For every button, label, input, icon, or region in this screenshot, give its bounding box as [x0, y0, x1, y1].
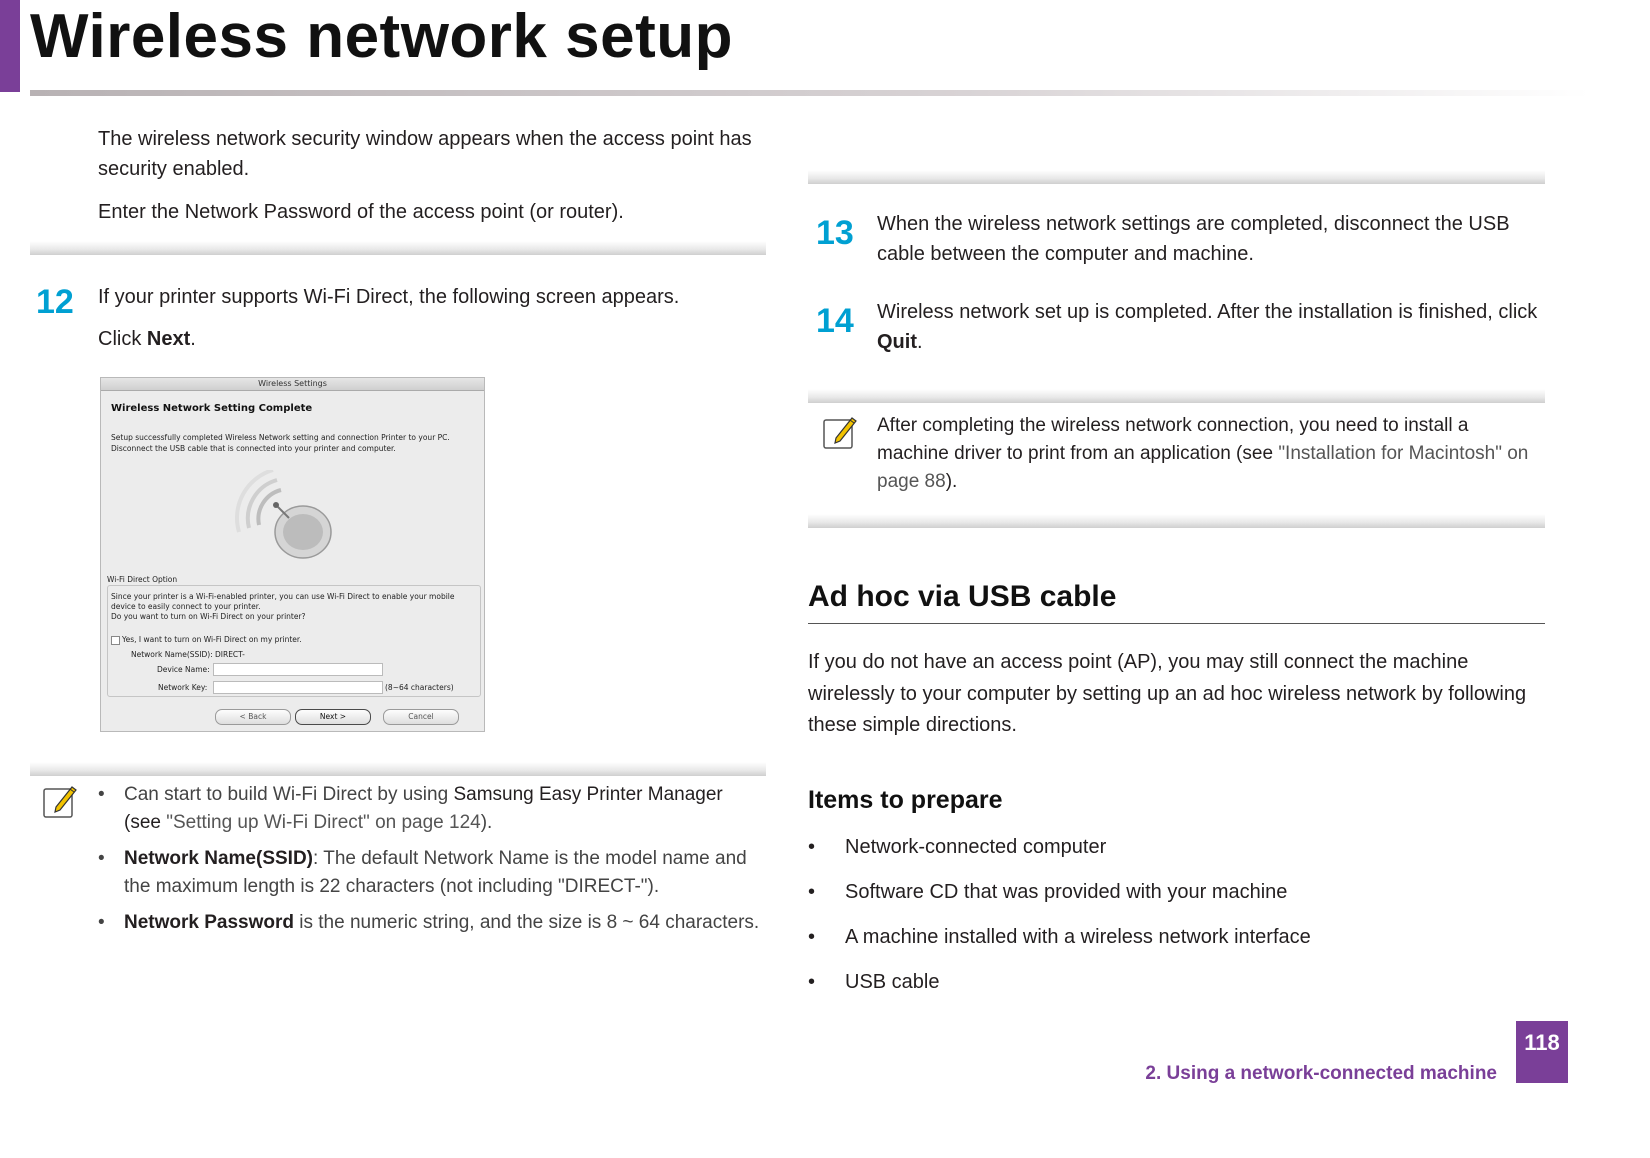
page-title: Wireless network setup: [30, 2, 733, 71]
wifi-direct-option-label: Wi-Fi Direct Option: [107, 575, 178, 584]
network-key-hint: (8~64 characters): [385, 683, 454, 692]
note-separator-bottom: [808, 514, 1545, 528]
section-separator: [30, 241, 766, 255]
list-item: • Software CD that was provided with your machine: [808, 877, 1545, 907]
network-key-label: Network Key:: [158, 683, 208, 692]
step-12-click-line: [98, 324, 196, 354]
password-desc: is the numeric string, and the size is 8 ~ 64 characters.: [294, 912, 760, 933]
click-suffix: .: [190, 328, 196, 350]
list-item: • Network-connected computer: [808, 832, 1545, 862]
network-key-field[interactable]: [213, 681, 383, 694]
note-list: [98, 781, 760, 945]
page-number: 118: [1516, 1021, 1568, 1083]
note-text: [877, 412, 1545, 496]
note-separator-top: [30, 762, 766, 776]
dialog-line-2: Disconnect the USB cable that is connected into your printer and computer.: [111, 444, 396, 453]
step-13-text: When the wireless network settings are completed, disconnect the USB cable between the computer and machine.: [877, 213, 1510, 265]
step-14-suffix: .: [917, 331, 923, 353]
note-pencil-icon: [822, 414, 858, 450]
header-accent-bar: [0, 0, 20, 92]
ssid-term: Network Name(SSID): [124, 848, 313, 869]
note-separator-top: [808, 389, 1545, 403]
note-item1-suffix: ).: [480, 812, 493, 833]
dialog-line-1: Setup successfully completed Wireless Network setting and connection Printer to your PC.: [111, 433, 450, 442]
wireless-settings-dialog: [100, 377, 485, 732]
next-keyword: Next: [146, 328, 191, 350]
list-item: • USB cable: [808, 967, 1545, 997]
footer-chapter: 2. Using a network-connected machine: [1145, 1063, 1497, 1084]
intro-paragraph-1: The wireless network security window appears when the access point has security enabled.: [98, 128, 752, 180]
ssid-value: DIRECT-: [215, 650, 245, 659]
wd-line-3: Do you want to turn on Wi-Fi Direct on your printer?: [111, 612, 306, 621]
cross-reference-link[interactable]: "Setting up Wi-Fi Direct" on page 124: [166, 812, 481, 833]
cancel-button[interactable]: Cancel: [383, 709, 459, 725]
section-paragraph: If you do not have an access point (AP), you may still connect the machine wirelessly to your computer by setting up an ad hoc wireless network by following these simple directions.: [808, 651, 1527, 736]
section-heading-rule: [808, 623, 1545, 624]
step-14-prefix: Wireless network set up is completed. After the installation is finished, click: [877, 301, 1538, 323]
dialog-heading: Wireless Network Setting Complete: [111, 403, 313, 414]
step-number-12: 12: [36, 283, 74, 321]
ssid-label: Network Name(SSID):: [131, 650, 213, 659]
note-item1-prefix: Can start to build Wi-Fi Direct by using: [124, 784, 454, 805]
note-pencil-icon: [42, 783, 78, 819]
wifi-direct-checkbox[interactable]: [111, 636, 120, 645]
wireless-satellite-icon: [231, 470, 341, 565]
note-prefix: After completing the wireless network connection, you need to install a machine driver to print from an application (see: [877, 415, 1469, 464]
step-14-text: [877, 297, 1545, 357]
subsection-heading: Items to prepare: [808, 786, 1003, 814]
next-button[interactable]: Next >: [295, 709, 371, 725]
wd-line-1: Since your printer is a Wi-Fi-enabled printer, you can use Wi-Fi Direct to enable your mobile: [111, 592, 455, 601]
title-rule: [30, 90, 1590, 96]
dialog-titlebar: Wireless Settings: [101, 378, 484, 391]
app-name: Samsung Easy Printer Manager (see: [124, 784, 723, 833]
ssid-desc: : The default Network Name is the model name and the maximum length is 22 characters (not including "DIRECT-").: [124, 848, 747, 897]
click-prefix: Click: [98, 328, 147, 350]
note-item: [98, 909, 760, 937]
note-suffix: ).: [945, 471, 958, 492]
note-item: [98, 845, 760, 901]
step-number-14: 14: [816, 302, 854, 340]
step-number-13: 13: [816, 214, 854, 252]
device-name-label: Device Name:: [157, 665, 210, 674]
step-12-text: If your printer supports Wi-Fi Direct, the following screen appears.: [98, 286, 680, 308]
cross-reference-link[interactable]: "Installation for Macintosh" on page 88: [877, 443, 1529, 492]
section-separator: [808, 170, 1545, 184]
list-item: • A machine installed with a wireless network interface: [808, 922, 1545, 952]
intro-paragraph-2: Enter the Network Password of the access point (or router).: [98, 201, 624, 223]
section-heading: Ad hoc via USB cable: [808, 580, 1117, 613]
quit-keyword: Quit: [877, 331, 917, 353]
back-button[interactable]: < Back: [215, 709, 291, 725]
device-name-field[interactable]: [213, 663, 383, 676]
wd-line-2: device to easily connect to your printer.: [111, 602, 261, 611]
note-item: [98, 781, 760, 837]
password-term: Network Password: [124, 912, 294, 933]
checkbox-label: Yes, I want to turn on Wi-Fi Direct on my printer.: [122, 635, 302, 644]
items-list: [808, 832, 1545, 1012]
